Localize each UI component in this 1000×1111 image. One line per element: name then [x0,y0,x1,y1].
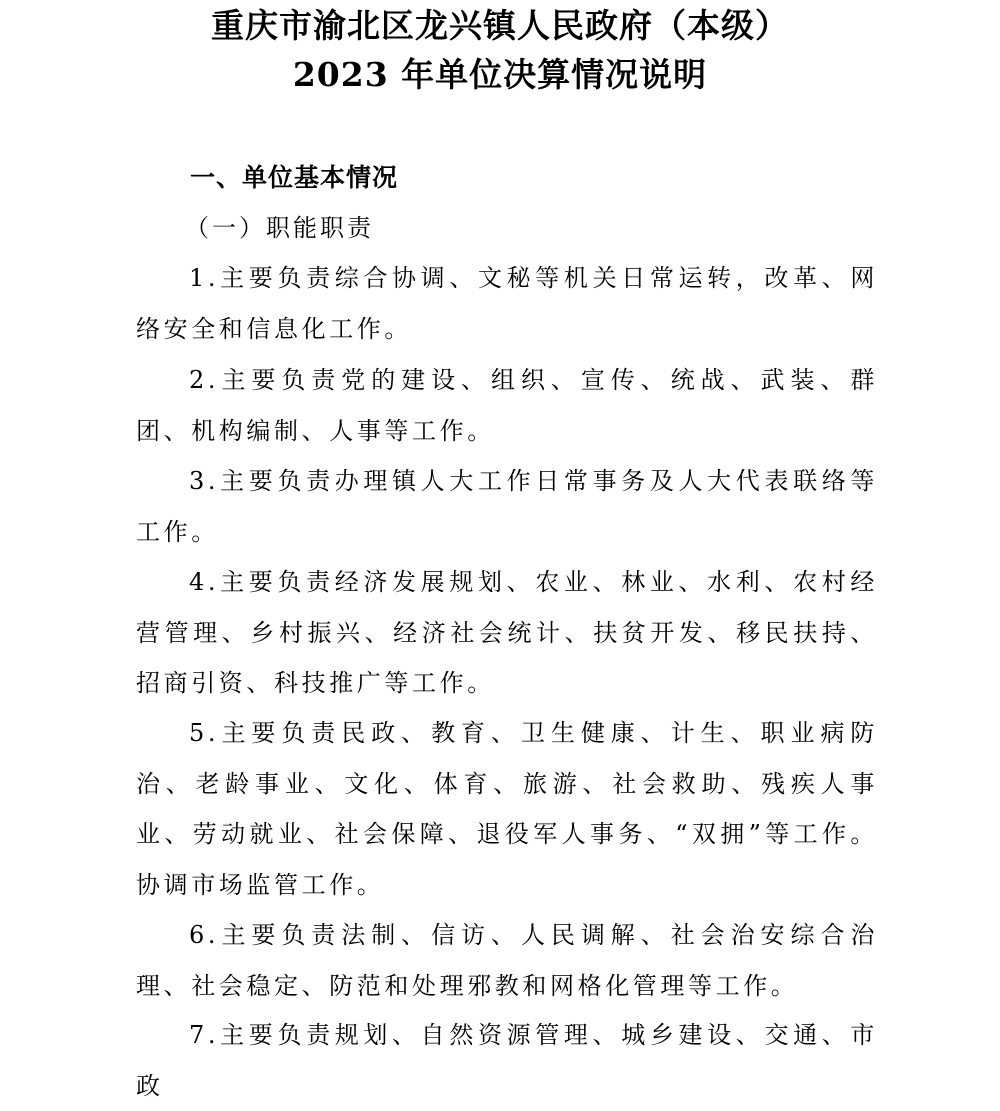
duty-paragraph-6: 6.主要负责法制、信访、人民调解、社会治安综合治理、社会稳定、防范和处理邪教和网格化管理等工作。 [136,921,878,1000]
duty-paragraph-5: 5.主要负责民政、教育、卫生健康、计生、职业病防治、老龄事业、文化、体育、旅游、社会救助、残疾人事业、劳动就业、社会保障、退役军人事务、“双拥”等工作。协调市场监管工作。 [136,719,878,899]
document-title-line1: 重庆市渝北区龙兴镇人民政府（本级） [211,6,789,45]
duty-paragraph-3: 3.主要负责办理镇人大工作日常事务及人大代表联络等工作。 [136,467,878,546]
document-title-line2: 2023 年单位决算情况说明 [292,55,708,94]
subsection-heading-functions: （一）职能职责 [185,214,374,242]
duty-paragraph-7: 7.主要负责规划、自然资源管理、城乡建设、交通、市政 [136,1021,878,1100]
duty-paragraph-1: 1.主要负责综合协调、文秘等机关日常运转，改革、网络安全和信息化工作。 [136,264,878,343]
duty-paragraph-4: 4.主要负责经济发展规划、农业、林业、水利、农村经营管理、乡村振兴、经济社会统计、扶贫开发、移民扶持、招商引资、科技推广等工作。 [136,568,878,697]
duty-paragraph-2: 2.主要负责党的建设、组织、宣传、统战、武装、群团、机构编制、人事等工作。 [136,366,878,445]
section-heading-basic-info: 一、单位基本情况 [190,163,399,192]
